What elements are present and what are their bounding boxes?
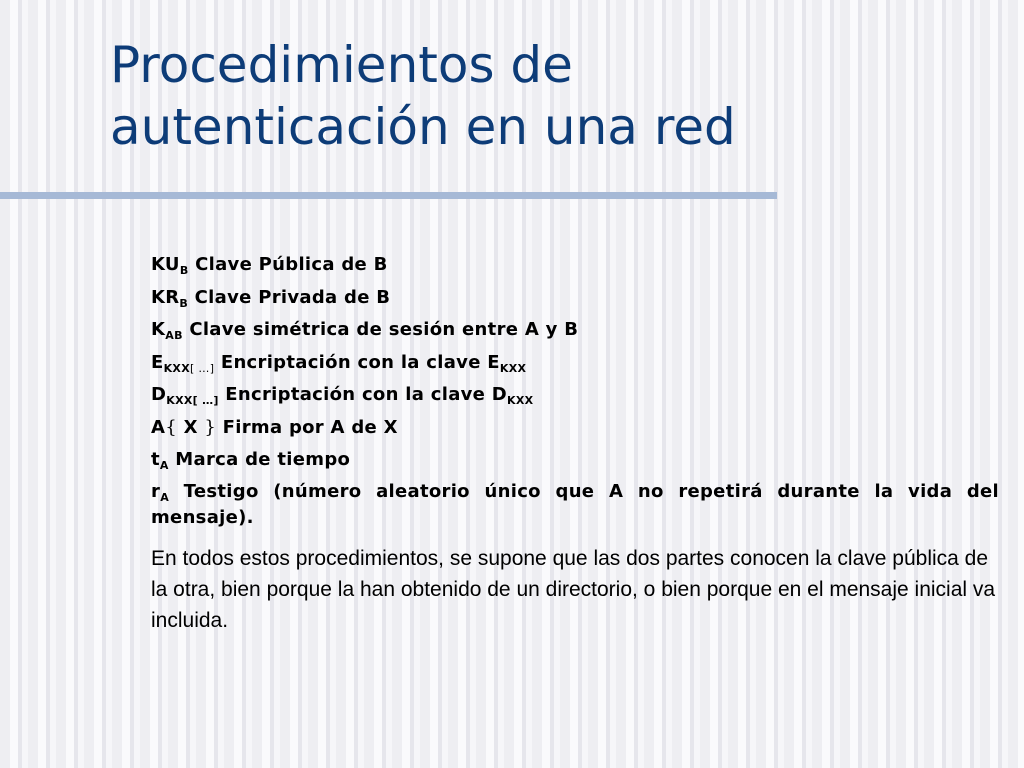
definition-item-signature [151,416,999,439]
definition-symbol: KU [151,254,180,275]
definition-text: Encriptación con la clave D [218,384,507,405]
definition-subscript: B [179,296,189,310]
definition-text: Firma por A de X [216,416,398,438]
definition-subscript-key: KXX [166,394,193,407]
definition-symbol: r [151,480,161,502]
slide-title [110,34,990,158]
definition-symbol: D [151,384,167,405]
definition-subscript-bracket: [ …] [190,361,215,375]
definition-symbol: t [151,449,160,470]
definition-text: Marca de tiempo [168,449,351,470]
definition-subscript [166,394,218,407]
definition-text: Clave Privada de B [188,286,391,308]
definition-item-decrypt [151,383,999,406]
open-brace: { [165,416,177,438]
definition-tail-subscript: KXX [507,394,534,407]
definition-symbol: K [151,319,166,340]
definition-item-timestamp [151,448,999,471]
definition-item-nonce [151,479,999,531]
signed-content: X [177,416,205,438]
definition-symbol: KR [151,286,180,308]
definition-subscript-bracket: [ …] [192,394,219,407]
explanation-paragraph: En todos estos procedimientos, se supone que las dos partes conocen la clave pública de la otra, bien porque la han obtenido de un directorio, o bien porque en el mensaje inicial va incluida. [151,547,996,632]
definition-subscript [164,362,215,375]
definition-subscript: AB [165,329,183,342]
definition-subscript: A [160,490,170,504]
definition-text: Clave Pública de B [188,254,388,275]
close-brace: } [204,416,217,438]
definition-symbol: E [151,351,164,373]
definitions-list [151,253,999,540]
definition-item-krb [151,286,999,309]
slide-title-line-2: autenticación en una red [110,98,736,156]
definition-subscript-key: KXX [163,361,190,375]
definition-symbol: A [151,416,166,438]
title-divider [0,192,777,199]
definition-item-kab [151,318,999,341]
slide-title-line-1: Procedimientos de [110,36,573,94]
definition-subscript: A [159,459,169,472]
definition-text: Encriptación con la clave E [214,351,500,373]
definition-text: Clave simétrica de sesión entre A y B [182,319,579,340]
definition-tail-subscript: KXX [499,361,527,375]
definition-text: Testigo (número aleatorio único que A no repetirá durante la vida del mensaje). [151,480,999,528]
definition-item-kub [151,253,999,276]
definition-item-encrypt [151,351,999,374]
definition-subscript: B [179,264,189,277]
